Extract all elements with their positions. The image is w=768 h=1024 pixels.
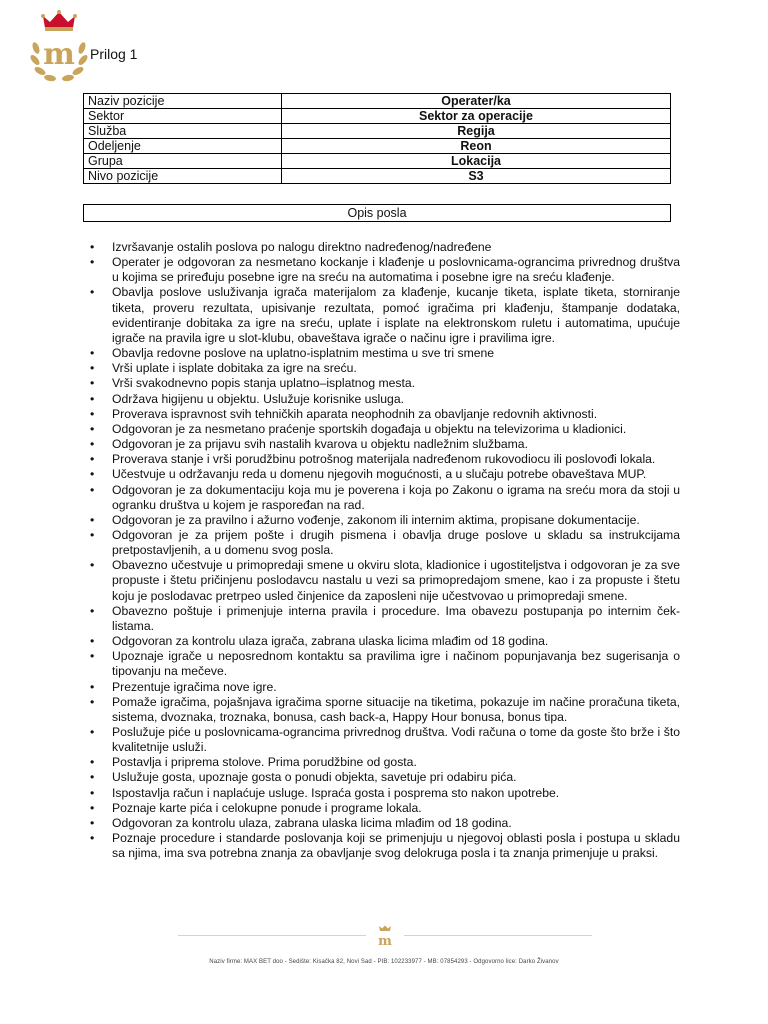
list-item: • Obavezno učestvuje u primopredaji smene u okviru slota, kladionice i ugostiteljstva i odgovoran je za sve propuste i štetu pričinjenu poslodavcu nastalu u vezi sa primopredajom smene, kao i za propuste i štetu koju je poslodavac pretrpeo usled činjenice da zaposleni nije učestvovao u primopredaji smene. bbox=[112, 558, 680, 603]
row-value: Sektor za operacije bbox=[282, 109, 671, 124]
list-item: • Proverava ispravnost svih tehničkih aparata neophodnih za obavljanje redovnih aktivnosti. bbox=[112, 407, 680, 422]
crown-icon bbox=[41, 10, 77, 31]
row-label: Naziv pozicije bbox=[84, 94, 282, 109]
row-value: Reon bbox=[282, 139, 671, 154]
list-item: • Poslužuje piće u poslovnicama-ograncima privrednog društva. Vodi računa o tome da goste što brže i što kvalitetnije usluži. bbox=[112, 725, 680, 755]
list-item: • Odgovoran je za pravilno i ažurno vođenje, zakonom ili internim aktima, propisane dokumentacije. bbox=[112, 513, 680, 528]
list-item: • Odgovoran za kontrolu ulaza, zabrana ulaska licima mlađim od 18 godina. bbox=[112, 816, 680, 831]
row-label: Odeljenje bbox=[84, 139, 282, 154]
list-item: • Odgovoran je za nesmetano praćenje sportskih događaja u objektu na televizorima u kladionici. bbox=[112, 422, 680, 437]
list-item: • Ispostavlja račun i naplaćuje usluge. Ispraća gosta i posprema sto nakon upotrebe. bbox=[112, 786, 680, 801]
table-row bbox=[84, 94, 671, 109]
footer-divider-left bbox=[178, 935, 366, 936]
footer-divider-right bbox=[404, 935, 592, 936]
list-item: • Uslužuje gosta, upoznaje gosta o ponudi objekta, savetuje pri odabiru pića. bbox=[112, 770, 680, 785]
row-label: Nivo pozicije bbox=[84, 169, 282, 184]
list-item: • Poznaje procedure i standarde poslovanja koji se primenjuju u njegovoj oblasti posla i postupa u skladu sa njima, ima sva potrebna znanja za obavljanje svog delokruga posla i ta znanja primenjuje u praksi. bbox=[112, 831, 680, 861]
list-item: • Izvršavanje ostalih poslova po nalogu direktno nadređenog/nadređene bbox=[112, 240, 680, 255]
table-row bbox=[84, 124, 671, 139]
row-label: Služba bbox=[84, 124, 282, 139]
list-item: • Odgovoran je za prijavu svih nastalih kvarova u objektu nadležnim službama. bbox=[112, 437, 680, 452]
logo-letter: m bbox=[43, 37, 75, 72]
list-item: • Postavlja i priprema stolove. Prima porudžbine od gosta. bbox=[112, 755, 680, 770]
position-info-table bbox=[83, 93, 671, 184]
list-item: • Poznaje karte pića i celokupne ponude i programe lokala. bbox=[112, 801, 680, 816]
list-item: • Pomaže igračima, pojašnjava igračima sporne situacije na tiketima, pokazuje im načine proračuna tiketa, sistema, dvoznaka, troznaka, bonusa, cash back-a, Happy Hour bonusa, bonus tipa. bbox=[112, 695, 680, 725]
list-item: • Obavezno poštuje i primenjuje interna pravila i procedure. Ima obavezu postupanja po internim ček-listama. bbox=[112, 604, 680, 634]
row-value: Operater/ka bbox=[282, 94, 671, 109]
list-item: • Obavlja poslove usluživanja igrača materijalom za klađenje, kucanje tiketa, isplate tiketa, storniranje tiketa, proveru rezultata, upisivanje rezultata, pomoć igračima pri klađenju, štampanje dodataka, evidentiranje dobitaka za igre na sreću, uplate i isplate na elektronskom ruletu i automatima, upućuje igrače na pravila igre u slot-klubu, obaveštava igrače o načinu igre i pravilima igre. bbox=[112, 285, 680, 346]
duties-list bbox=[112, 240, 680, 861]
row-value: S3 bbox=[282, 169, 671, 184]
list-item: • Učestvuje u održavanju reda u domenu njegovih mogućnosti, a u slučaju potrebe obaveštava MUP. bbox=[112, 467, 680, 482]
list-item: • Odgovoran je za prijem pošte i drugih pismena i obavlja druge poslove u skladu sa instrukcijama pretpostavljenih, a u domenu svog posla. bbox=[112, 528, 680, 558]
table-row bbox=[84, 139, 671, 154]
list-item: • Održava higijenu u objektu. Uslužuje korisnike usluga. bbox=[112, 392, 680, 407]
list-item: • Vrši uplate i isplate dobitaka za igre na sreću. bbox=[112, 361, 680, 376]
list-item: • Odgovoran za kontrolu ulaza igrača, zabrana ulaska licima mlađim od 18 godina. bbox=[112, 634, 680, 649]
table-row bbox=[84, 154, 671, 169]
logo-letter: m bbox=[378, 934, 392, 949]
list-item: • Operater je odgovoran za nesmetano kockanje i klađenje u poslovnicama-ograncima privrednog društva u kojima se priređuju posebne igre na sreću na automatima i posebne igre na sreću klađenje. bbox=[112, 255, 680, 285]
row-label: Grupa bbox=[84, 154, 282, 169]
list-item: • Prezentuje igračima nove igre. bbox=[112, 680, 680, 695]
section-title: Opis posla bbox=[83, 204, 671, 222]
attachment-label: Prilog 1 bbox=[90, 46, 138, 62]
row-value: Regija bbox=[282, 124, 671, 139]
footer-logo bbox=[372, 925, 398, 949]
footer-company-info: Naziv firme: MAX BET doo - Sedište: Kisačka 82, Novi Sad - PIB: 102233977 - MB: 07854293 - Odgovorno lice: Darko Živanov bbox=[209, 959, 559, 965]
list-item: • Obavlja redovne poslove na uplatno-isplatnim mestima u sve tri smene bbox=[112, 346, 680, 361]
list-item: • Vrši svakodnevno popis stanja uplatno–isplatnog mesta. bbox=[112, 376, 680, 391]
crown-icon bbox=[379, 926, 391, 932]
row-label: Sektor bbox=[84, 109, 282, 124]
list-item: • Odgovoran je za dokumentaciju koja mu je poverena i koja po Zakonu o igrama na sreću mora da stoji u ogranku društva u kojem je raspoređan na rad. bbox=[112, 483, 680, 513]
list-item: • Proverava stanje i vrši porudžbinu potrošnog materijala nadređenom rukovodiocu ili poslovođi lokala. bbox=[112, 452, 680, 467]
list-item: • Upoznaje igrače u neposrednom kontaktu sa pravilima igre i načinom popunjavanja bez sugerisanja o tipovanju na mečeve. bbox=[112, 649, 680, 679]
company-logo bbox=[28, 8, 90, 84]
table-row bbox=[84, 109, 671, 124]
table-row bbox=[84, 169, 671, 184]
row-value: Lokacija bbox=[282, 154, 671, 169]
